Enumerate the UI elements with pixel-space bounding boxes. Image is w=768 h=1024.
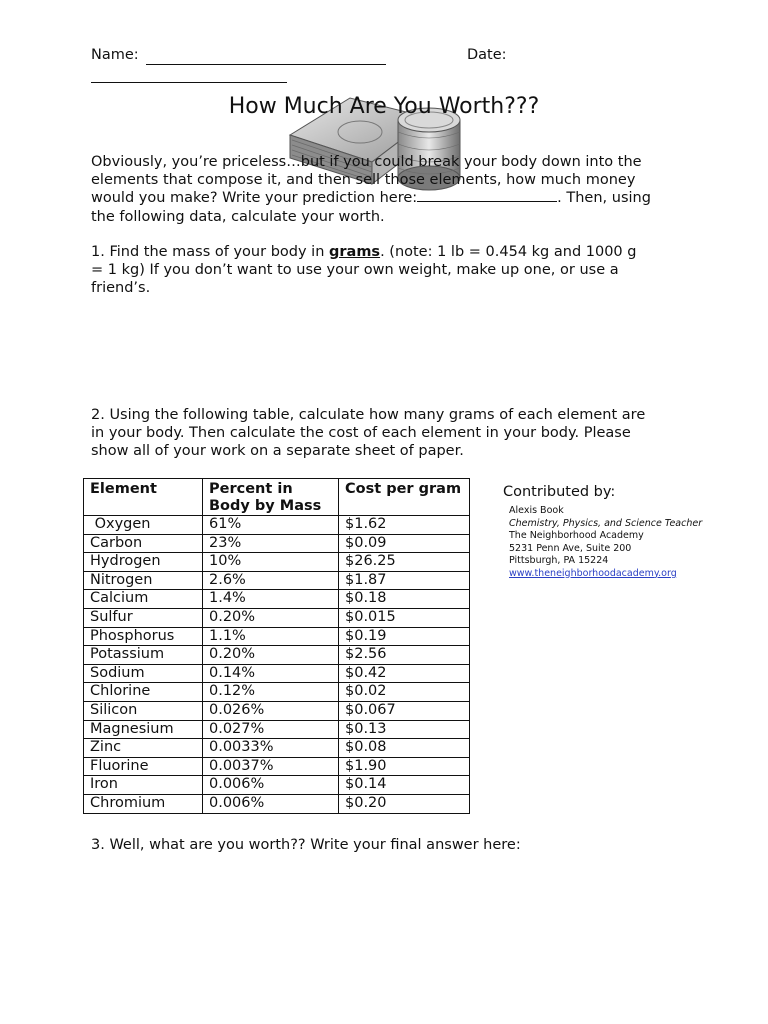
cell-element: Fluorine	[84, 757, 203, 776]
table-row	[84, 608, 470, 627]
cell-cost: $0.18	[339, 590, 470, 609]
table-row	[84, 571, 470, 590]
intro-line: elements that compose it, and then sell those elements, how much money	[91, 172, 636, 189]
table-row	[84, 701, 470, 720]
table-row	[84, 664, 470, 683]
cell-cost: $0.08	[339, 739, 470, 758]
name-field[interactable]	[146, 64, 386, 65]
cell-cost: $0.14	[339, 776, 470, 795]
cell-percent: 0.14%	[203, 664, 339, 683]
table-row	[84, 776, 470, 795]
cell-element: Iron	[84, 776, 203, 795]
header-element: Element	[84, 479, 203, 516]
cell-percent: 0.027%	[203, 720, 339, 739]
cell-percent: 0.20%	[203, 608, 339, 627]
cell-percent: 0.0037%	[203, 757, 339, 776]
contributor-name: Alexis Book	[509, 505, 564, 516]
table-row	[84, 757, 470, 776]
contributor-org: The Neighborhood Academy	[509, 530, 644, 541]
cell-cost: $0.015	[339, 608, 470, 627]
table-row	[84, 683, 470, 702]
table-row	[84, 516, 470, 535]
step-2-instructions: 2. Using the following table, calculate how many grams of each element are in your body. Then calculate the cost of each element in your body. Please show all of your work on a separate sheet of paper.	[91, 407, 646, 460]
cell-element: Chlorine	[84, 683, 203, 702]
intro-line: would you make? Write your prediction here: . Then, using	[91, 190, 651, 207]
cell-percent: 0.006%	[203, 776, 339, 795]
cell-cost: $0.09	[339, 534, 470, 553]
header-cost: Cost per gram	[339, 479, 470, 516]
cell-percent: 10%	[203, 553, 339, 572]
element-table	[83, 478, 470, 814]
cell-percent: 61%	[203, 516, 339, 535]
page-title: How Much Are You Worth???	[228, 94, 540, 119]
cell-percent: 0.12%	[203, 683, 339, 702]
cell-element: Chromium	[84, 794, 203, 813]
cell-percent: 2.6%	[203, 571, 339, 590]
contributor-label: Contributed by:	[503, 484, 616, 500]
cell-cost: $1.62	[339, 516, 470, 535]
contributor-card	[509, 505, 702, 580]
cell-element: Zinc	[84, 739, 203, 758]
cell-element: Magnesium	[84, 720, 203, 739]
cell-cost: $0.42	[339, 664, 470, 683]
table-row	[84, 794, 470, 813]
grams-emphasis: grams	[329, 244, 381, 260]
table-row	[84, 646, 470, 665]
cell-element: Carbon	[84, 534, 203, 553]
cell-percent: 1.4%	[203, 590, 339, 609]
cell-percent: 0.0033%	[203, 739, 339, 758]
intro-line: the following data, calculate your worth.	[91, 208, 385, 225]
table-row	[84, 534, 470, 553]
cell-cost: $2.56	[339, 646, 470, 665]
cell-percent: 1.1%	[203, 627, 339, 646]
table-row	[84, 590, 470, 609]
contributor-role: Chemistry, Physics, and Science Teacher	[509, 517, 703, 529]
intro-line: Obviously, you’re priceless…but if you could break your body down into the	[91, 154, 642, 170]
table-row	[84, 627, 470, 646]
contributor-url[interactable]: www.theneighborhoodacademy.org	[509, 567, 677, 579]
cell-cost: $1.87	[339, 571, 470, 590]
cell-cost: $0.13	[339, 720, 470, 739]
cell-percent: 0.006%	[203, 794, 339, 813]
cell-element: Nitrogen	[84, 571, 203, 590]
step-1-instructions: 1. Find the mass of your body in grams. (note: 1 lb = 0.454 kg and 1000 g = 1 kg) If you don’t want to use your own weight, make up one, or use a friend’s.	[91, 244, 637, 297]
cell-cost: $0.067	[339, 701, 470, 720]
contributor-city: Pittsburgh, PA 15224	[509, 555, 609, 566]
table-row	[84, 720, 470, 739]
cell-percent: 0.20%	[203, 646, 339, 665]
cell-element: Sodium	[84, 664, 203, 683]
date-label: Date:	[467, 47, 507, 63]
table-row	[84, 553, 470, 572]
cell-cost: $1.90	[339, 757, 470, 776]
step-3-instructions: 3. Well, what are you worth?? Write your final answer here:	[91, 837, 521, 853]
cell-element: Calcium	[84, 590, 203, 609]
intro-paragraph	[91, 153, 691, 226]
cell-element: Silicon	[84, 701, 203, 720]
cell-percent: 0.026%	[203, 701, 339, 720]
cell-percent: 23%	[203, 534, 339, 553]
contributor-address: 5231 Penn Ave, Suite 200	[509, 542, 632, 554]
header-percent: Percent in Body by Mass	[203, 479, 339, 516]
cell-cost: $0.19	[339, 627, 470, 646]
table-header-row	[84, 479, 470, 516]
cell-element: Hydrogen	[84, 553, 203, 572]
date-field[interactable]	[91, 82, 287, 83]
name-label: Name:	[91, 47, 139, 63]
cell-element: Phosphorus	[84, 627, 203, 646]
table-row	[84, 739, 470, 758]
cell-cost: $0.02	[339, 683, 470, 702]
cell-element: Sulfur	[84, 608, 203, 627]
cell-element: Oxygen	[84, 516, 203, 535]
prediction-field[interactable]	[417, 189, 557, 202]
cell-cost: $0.20	[339, 794, 470, 813]
cell-cost: $26.25	[339, 553, 470, 572]
cell-element: Potassium	[84, 646, 203, 665]
